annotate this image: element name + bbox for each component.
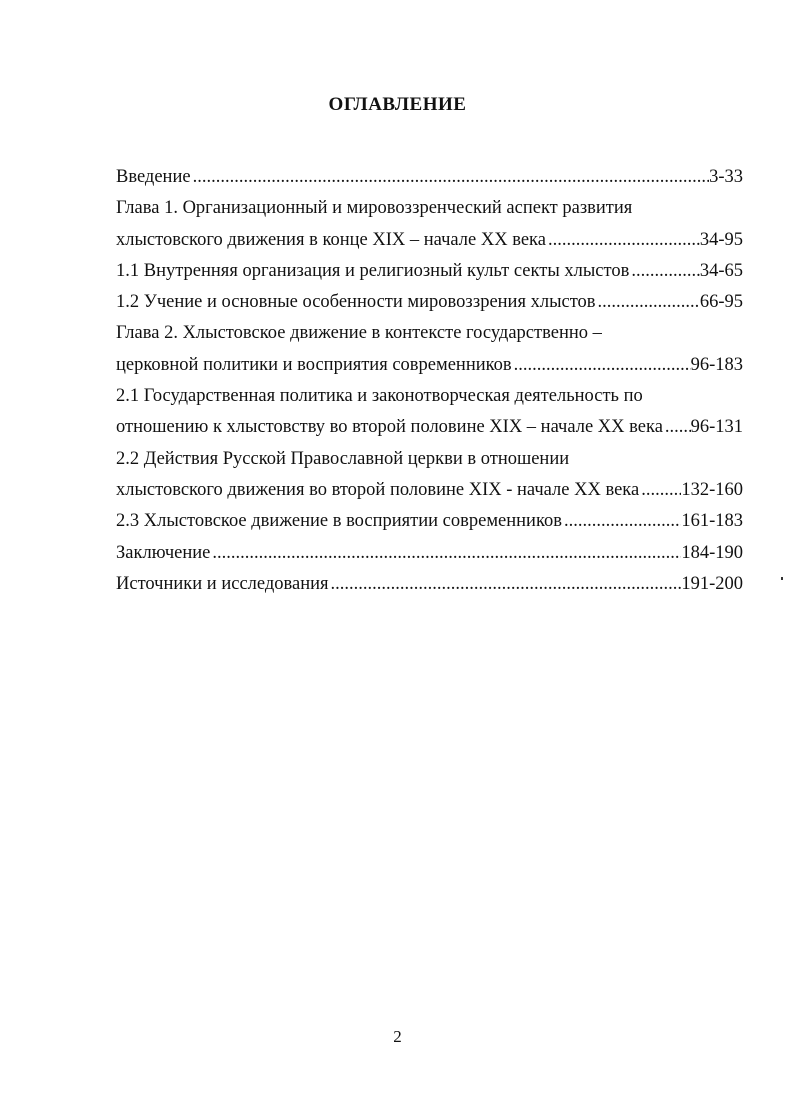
toc-entry-section-2-2 xyxy=(116,475,743,506)
toc-entry-pages: 96-183 xyxy=(690,354,743,375)
toc-chapter-2-title-line: Глава 2. Хлыстовское движение в контексте государственно – xyxy=(116,323,602,344)
toc-section-2-1-title-line: 2.1 Государственная политика и законотворческая деятельность по xyxy=(116,386,643,407)
toc-entry-conclusion xyxy=(116,538,743,569)
toc-entry-label: Введение xyxy=(116,167,191,187)
leader-dots xyxy=(329,569,682,600)
leader-dots xyxy=(596,287,700,318)
toc-entry-label: Заключение xyxy=(116,542,211,563)
toc-entry-pages: 184-190 xyxy=(681,542,743,563)
table-of-contents xyxy=(116,162,743,600)
toc-entry-pages: 191-200 xyxy=(681,573,743,594)
toc-entry-pages: 66-95 xyxy=(699,292,743,313)
toc-entry-label: 1.1 Внутренняя организация и религиозный культ секты хлыстов xyxy=(116,260,630,281)
toc-entry-label: 2.3 Хлыстовское движение в восприятии современников xyxy=(116,511,562,532)
leader-dots xyxy=(546,225,700,256)
toc-entry-pages: 96-131 xyxy=(690,417,743,438)
leader-dots xyxy=(191,162,710,193)
leader-dots xyxy=(639,475,681,506)
toc-entry-pages: 34-95 xyxy=(699,229,743,250)
toc-entry-label: церковной политики и восприятия современников xyxy=(116,354,512,375)
toc-entry-label: 1.2 Учение и основные особенности мировоззрения хлыстов xyxy=(116,292,596,313)
toc-entry-section-2-3 xyxy=(116,506,743,537)
page-number: 2 xyxy=(393,1027,402,1046)
toc-entry-label: отношению к хлыстовству во второй половине XIX – начале XX века xyxy=(116,417,663,438)
toc-entry-label: хлыстовского движения в конце XIX – начале XX века xyxy=(116,229,546,250)
leader-dots xyxy=(210,538,681,569)
toc-entry-label: Источники и исследования xyxy=(116,573,329,594)
toc-entry-section-2-1 xyxy=(116,412,743,443)
toc-entry-pages: 132-160 xyxy=(681,479,743,500)
toc-chapter-1-title-line: Глава 1. Организационный и мировоззренческий аспект развития xyxy=(116,198,633,219)
toc-entry-pages: 161-183 xyxy=(681,511,743,532)
scan-speck xyxy=(781,577,783,580)
toc-entry-pages: 3-33 xyxy=(709,167,743,187)
toc-entry-label: хлыстовского движения во второй половине XIX - начале XX века xyxy=(116,479,640,500)
toc-entry-sources xyxy=(116,569,743,600)
toc-entry-section-1-2 xyxy=(116,287,743,318)
toc-entry-chapter-1 xyxy=(116,225,743,256)
toc-section-2-2-title-line: 2.2 Действия Русской Православной церкви в отношении xyxy=(116,448,570,469)
leader-dots xyxy=(562,506,681,537)
leader-dots xyxy=(663,412,691,443)
toc-entry-pages: 34-65 xyxy=(699,260,743,281)
toc-entry-section-1-1 xyxy=(116,256,743,287)
toc-entry-introduction xyxy=(116,162,743,193)
leader-dots xyxy=(512,350,691,381)
toc-entry-chapter-2 xyxy=(116,350,743,381)
page-title: ОГЛАВЛЕНИЕ xyxy=(328,94,467,115)
leader-dots xyxy=(629,256,699,287)
